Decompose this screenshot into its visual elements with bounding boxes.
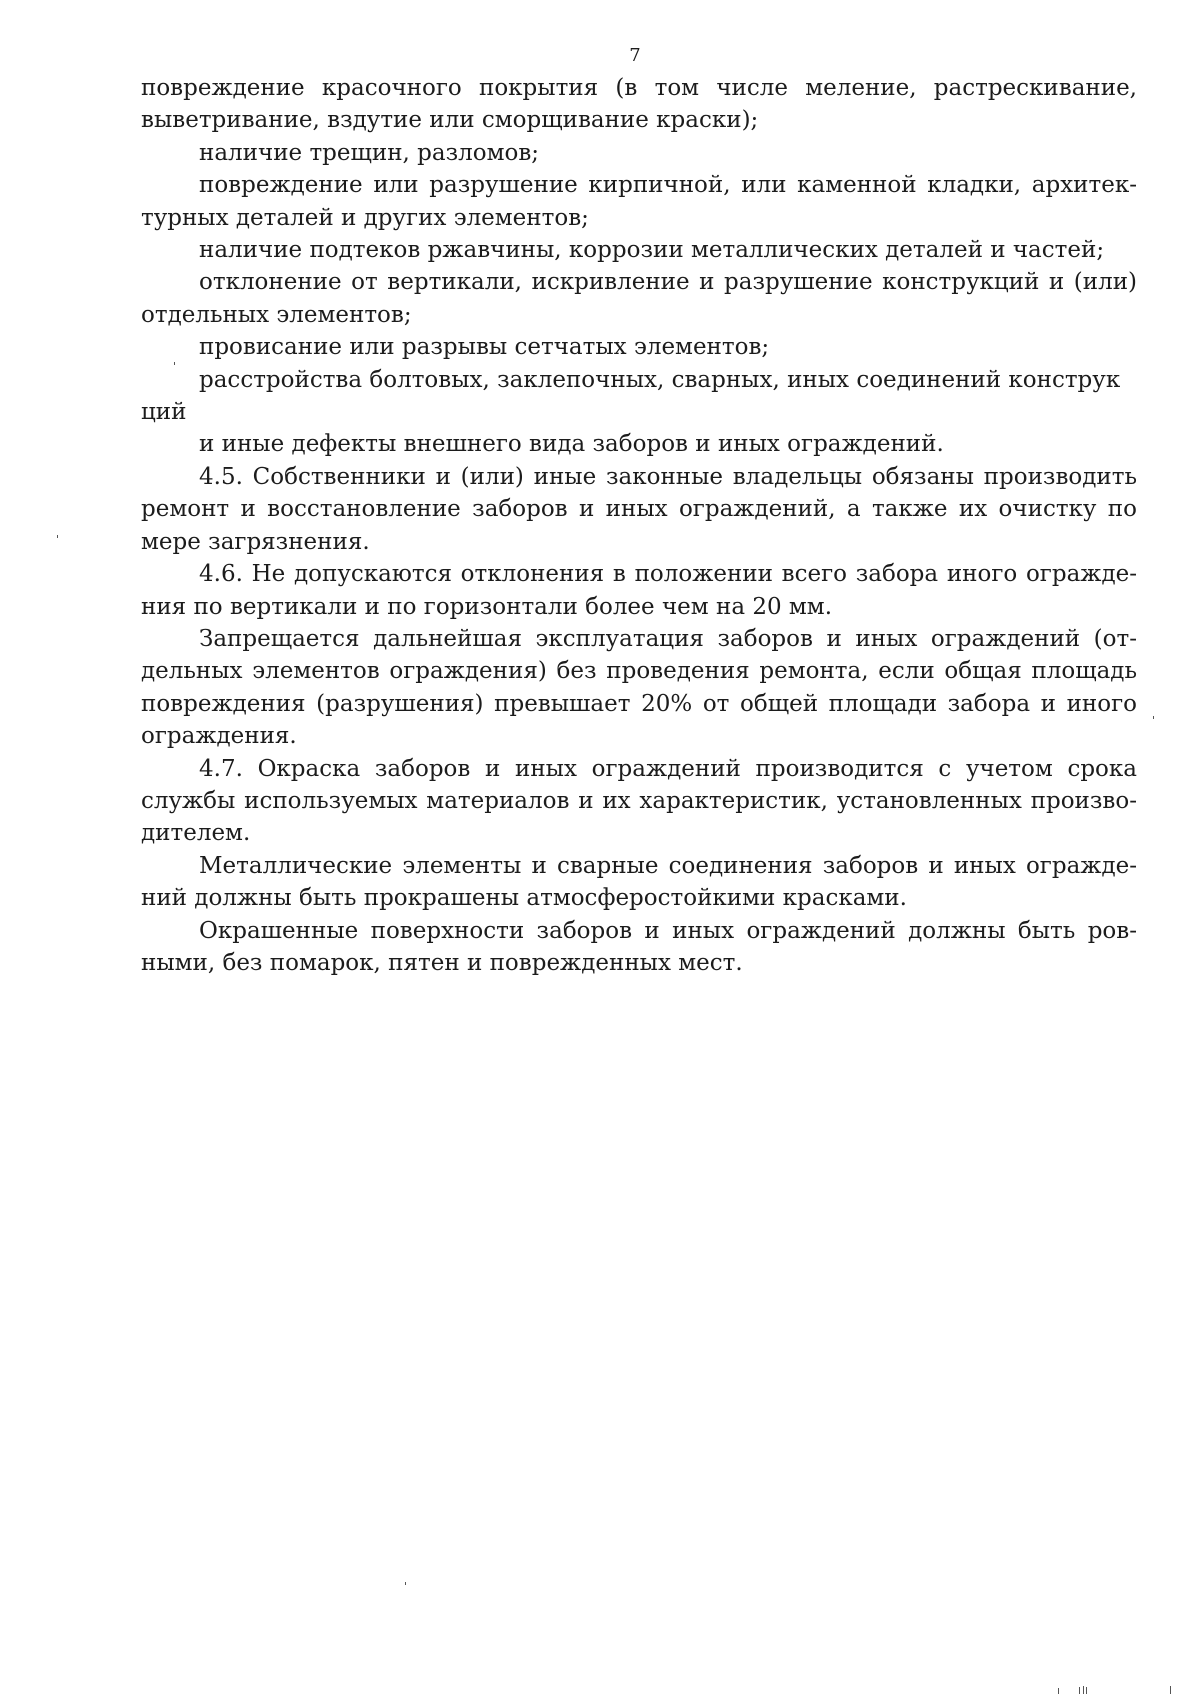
document-body: [141, 72, 1137, 979]
paragraph: 4.5. Собственники и (или) иные законные владельцы обязаны производить ремонт и восстановление заборов и иных ограждений, а также их очистку по мере загрязнения.: [141, 463, 1137, 555]
scan-mark: [57, 535, 58, 538]
scan-mark: [1086, 1687, 1087, 1694]
scan-mark: [1153, 716, 1154, 719]
scan-mark: [174, 362, 175, 365]
paragraph: расстройства болтовых, заклепочных, сварных, иных соединений конструк: [199, 366, 1121, 393]
paragraph: повреждение красочного покрытия (в том числе меление, растрескивание, выветривание, вздутие или сморщивание краски);: [141, 75, 1137, 134]
paragraph: 4.7. Окраска заборов и иных ограждений производится с учетом срока службы используемых материалов и их характеристик, установленных производителем.: [141, 755, 1137, 847]
scan-mark: [1083, 1686, 1084, 1694]
paragraph: повреждение или разрушение кирпичной, или каменной кладки, архитектурных деталей и других элементов;: [141, 172, 1137, 231]
paragraph: провисание или разрывы сетчатых элементов;: [199, 334, 770, 361]
scan-mark: [1058, 1688, 1059, 1694]
paragraph: наличие подтеков ржавчины, коррозии металлических деталей и частей;: [199, 237, 1105, 264]
paragraph: и иные дефекты внешнего вида заборов и иных ограждений.: [199, 431, 944, 458]
paragraph: 4.6. Не допускаются отклонения в положении всего забора иного ограждения по вертикали и по горизонтали более чем на 20 мм.: [141, 561, 1137, 620]
paragraph: Запрещается дальнейшая эксплуатация заборов и иных ограждений (отдельных элементов ограждения) без проведения ремонта, если общая площадь повреждения (разрушения) превышает 20% от общей площади забора и иного ограждения.: [141, 625, 1137, 750]
paragraph: Металлические элементы и сварные соединения заборов и иных ограждений должны быть прокрашены атмосферостойкими красками.: [141, 852, 1137, 912]
page-number: 7: [629, 45, 641, 66]
paragraph: ций: [141, 399, 187, 426]
scan-mark: [405, 1582, 406, 1585]
scan-mark: [1170, 1686, 1171, 1694]
paragraph: наличие трещин, разломов;: [199, 139, 540, 166]
paragraph: Окрашенные поверхности заборов и иных ограждений должны быть ровными, без помарок, пятен и поврежденных мест.: [141, 917, 1137, 976]
scan-mark: [1079, 1687, 1080, 1694]
paragraph: отклонение от вертикали, искривление и разрушение конструкций и (или) отдельных элементов;: [141, 269, 1137, 328]
